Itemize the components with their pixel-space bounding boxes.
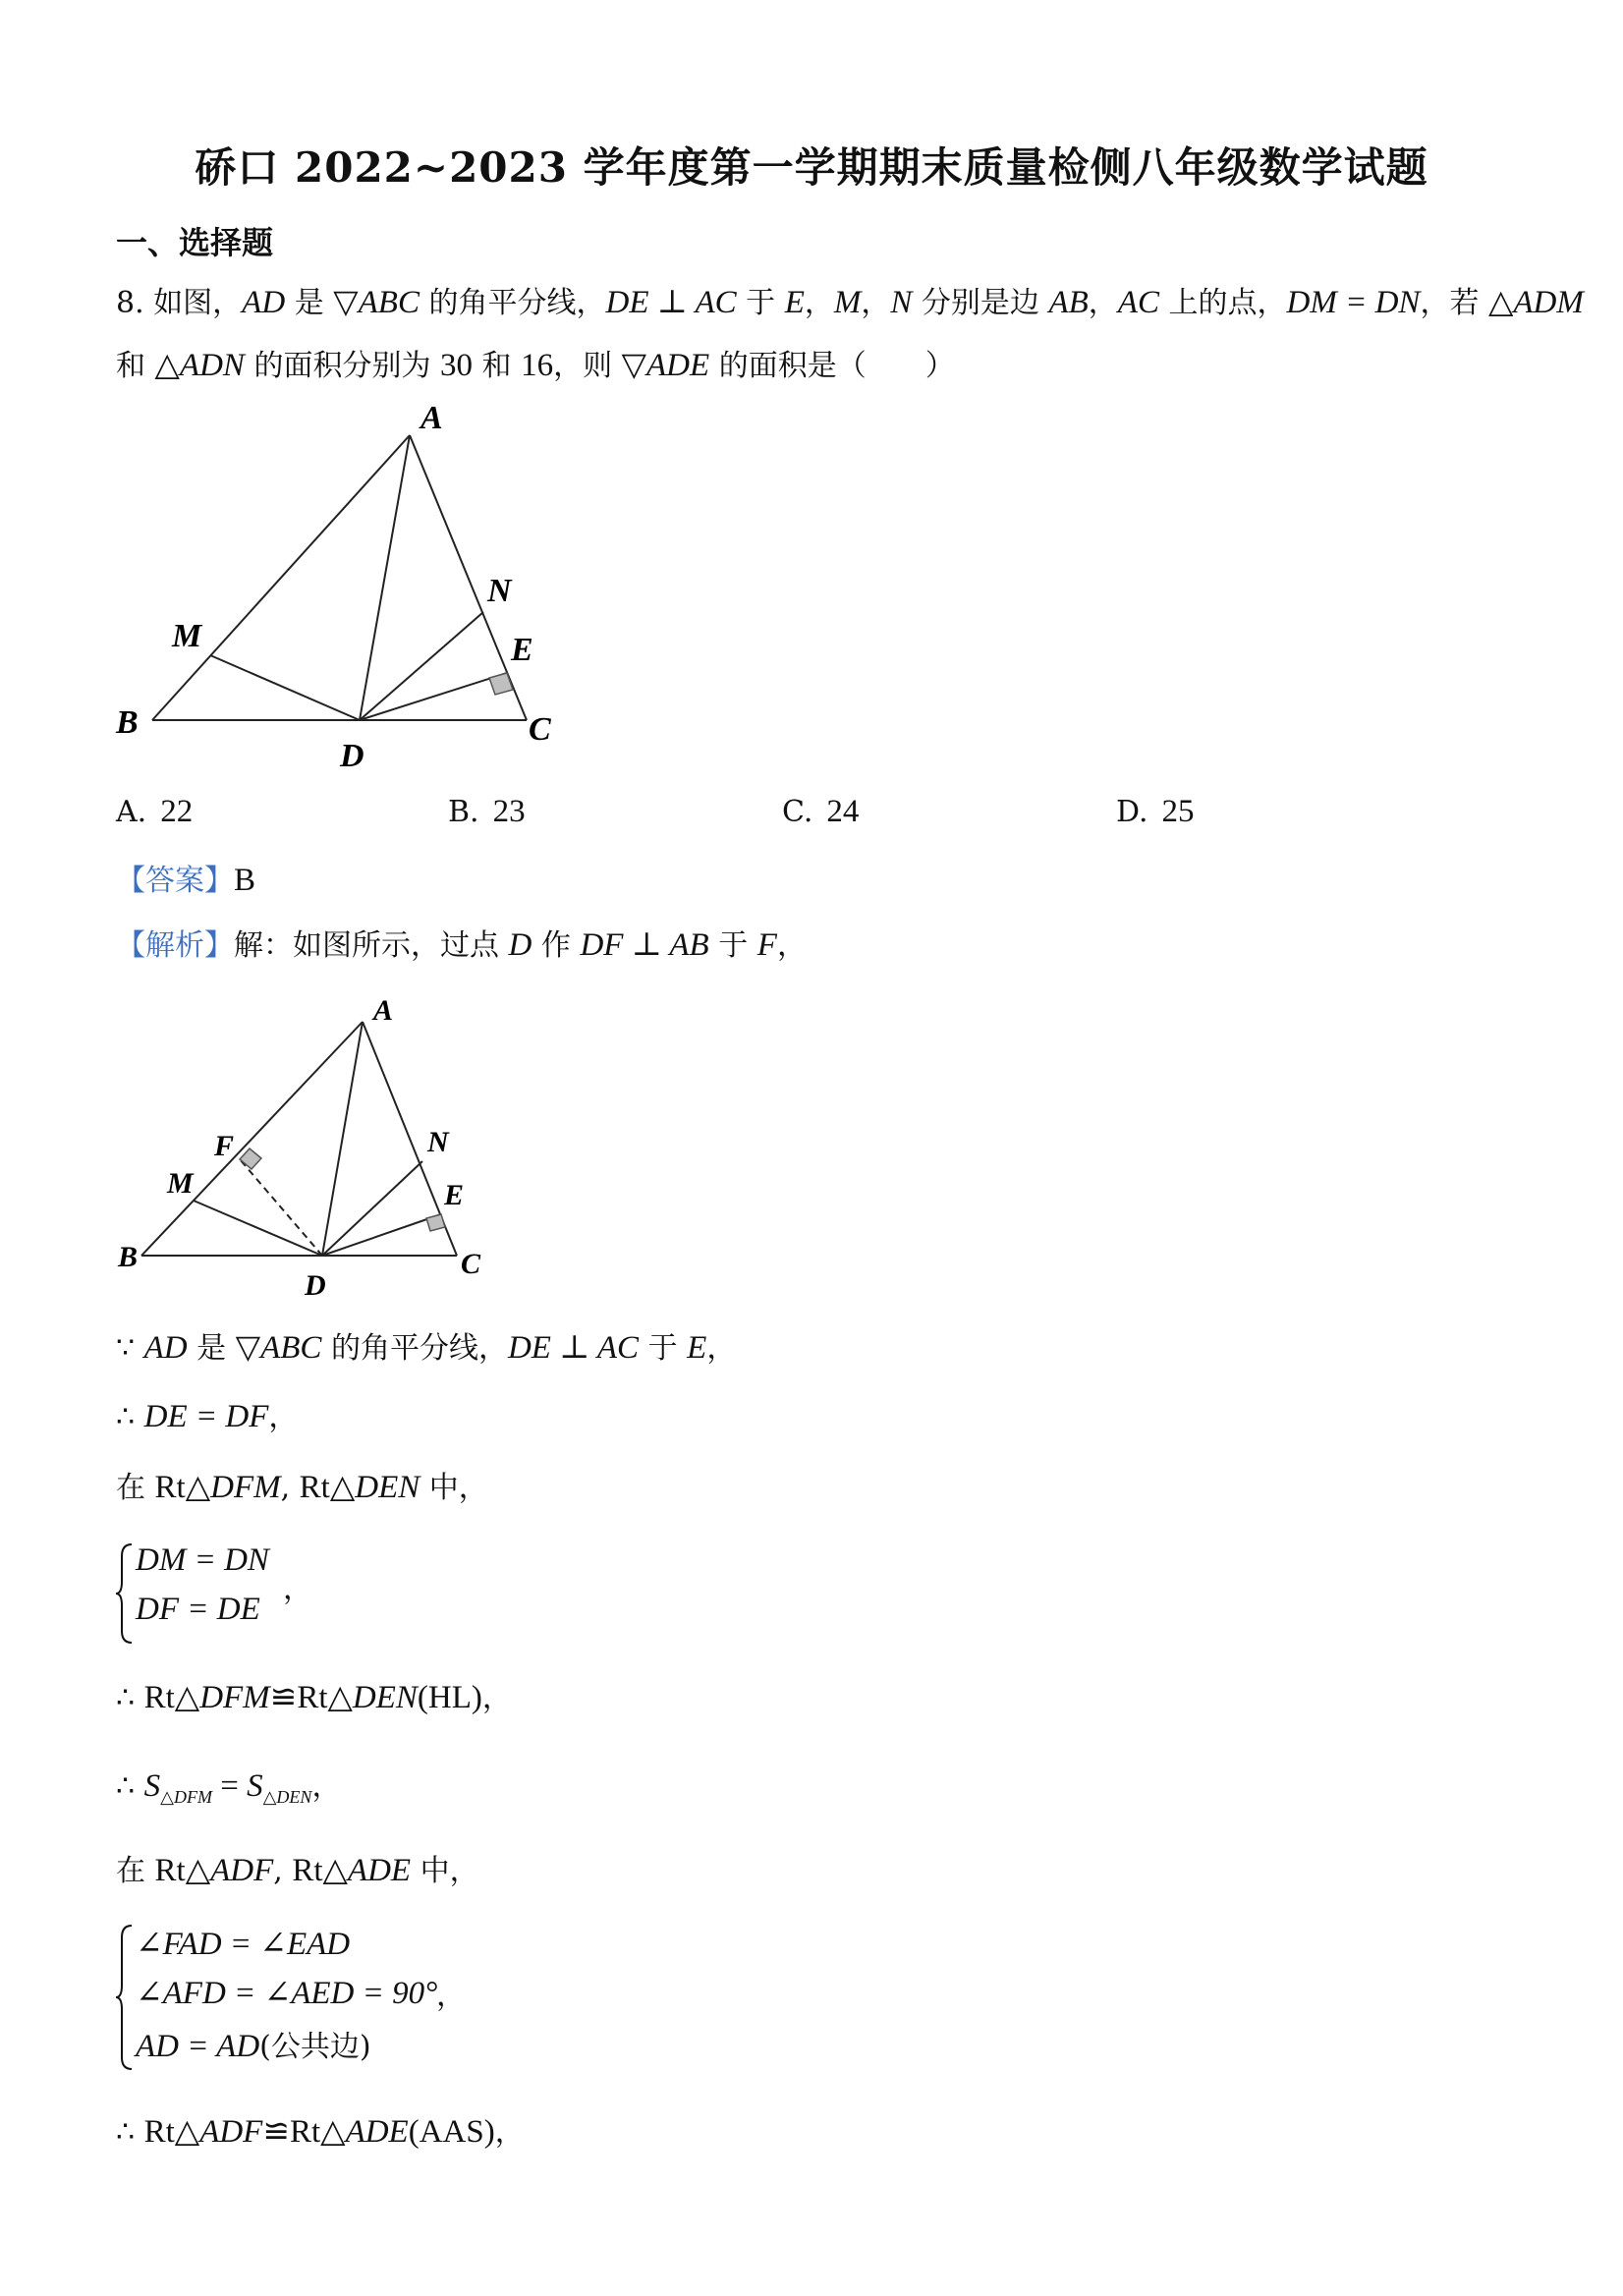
segment-dn: [360, 612, 483, 720]
label-m: M: [172, 618, 202, 654]
label-a-2: A: [373, 994, 394, 1027]
answer-line: [116, 861, 255, 901]
segment-ab: [152, 435, 410, 720]
segment-df-dashed: [240, 1159, 322, 1256]
right-angle-mark-f: [240, 1148, 261, 1169]
left-brace-icon: [116, 1542, 136, 1645]
step-2: ∴ DE = DF，: [116, 1399, 299, 1434]
label-n: N: [487, 573, 512, 609]
step-7: 在 Rt△ADF, Rt△ADE 中，: [116, 1853, 479, 1888]
label-b-2: B: [118, 1241, 139, 1273]
step-5: ∴ Rt△DFM≌Rt△DEN(HL)，: [116, 1680, 512, 1715]
label-e-2: E: [444, 1179, 465, 1211]
option-a: A. 22: [116, 794, 194, 829]
label-d-2: D: [305, 1269, 326, 1302]
equation-system-1: DM = DN DF = DE ，: [116, 1542, 509, 1651]
analysis-line: 【解析】解：如图所示，过点 D 作 DF ⊥ AB 于 F，: [116, 927, 807, 963]
analysis-tag: 【解析】: [116, 928, 234, 963]
segment-de: [360, 673, 507, 720]
option-d: D. 25: [1116, 794, 1195, 829]
segment-dn-2: [322, 1161, 422, 1256]
label-a: A: [420, 400, 443, 436]
step-6: ∴ $S_{\triangle DFM} = S_{\triangle DEN}$，: [116, 1768, 342, 1807]
left-brace-icon-2: [116, 1924, 136, 2071]
segment-de-2: [322, 1214, 441, 1256]
label-d: D: [340, 738, 364, 774]
label-b: B: [116, 704, 139, 741]
option-c: C. 24: [782, 794, 860, 829]
triangle-figure-2: [108, 982, 511, 1307]
label-n-2: N: [427, 1126, 449, 1158]
step-1: ∵ AD 是 ▽ABC 的角平分线，DE ⊥ AC 于 E，: [116, 1330, 737, 1366]
label-c-2: C: [461, 1248, 481, 1280]
answer-tag: 【答案】: [116, 864, 234, 898]
question-line-2: 和 △ADN 的面积分别为 30 和 16，则 ▽ADE 的面积是（ ）: [116, 348, 955, 383]
triangle-figure-1: [108, 393, 580, 776]
segment-ad: [360, 435, 410, 720]
option-b: B. 23: [448, 794, 526, 829]
label-m-2: M: [167, 1167, 194, 1200]
segment-dm-2: [194, 1201, 322, 1256]
page-title: 硚口 2022~2023 学年度第一学期期末质量检侧八年级数学试题: [195, 143, 1428, 192]
section-heading: 一、选择题: [116, 224, 274, 261]
right-angle-mark-e-2: [426, 1214, 445, 1231]
segment-ab-2: [141, 1022, 363, 1256]
question-line-1: 8. 如图，AD 是 ▽ABC 的角平分线，DE ⊥ AC 于 E，M，N 分别是边 AB，AC 上的点，DM = DN，若 △ADM: [116, 285, 1584, 320]
label-c: C: [529, 711, 551, 748]
equation-system-2: ∠FAD = ∠EAD ∠AFD = ∠AED = 90° AD = AD(公共边) ，: [116, 1924, 607, 2081]
label-e: E: [511, 632, 533, 668]
label-f-2: F: [214, 1130, 235, 1162]
step-9: ∴ Rt△ADF≌Rt△ADE(AAS)，: [116, 2114, 525, 2150]
segment-dm: [210, 655, 360, 720]
answer-value: B: [234, 863, 256, 898]
step-3: 在 Rt△DFM, Rt△DEN 中，: [116, 1470, 488, 1505]
